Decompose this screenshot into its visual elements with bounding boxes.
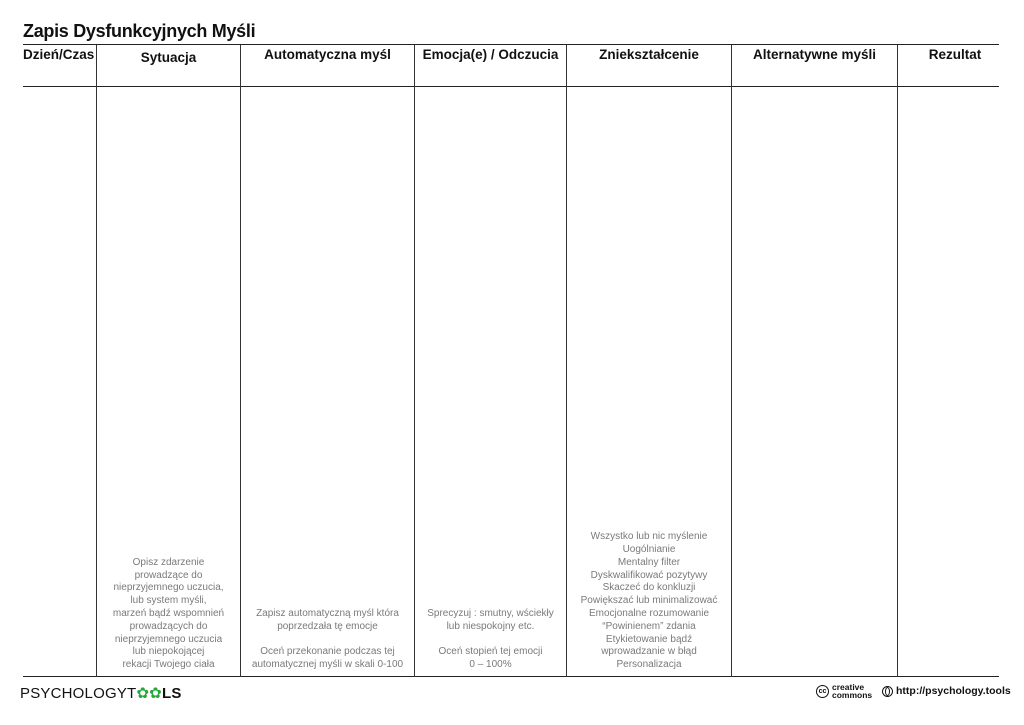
cc-line-2: commons bbox=[832, 690, 873, 700]
cell-situation[interactable] bbox=[97, 87, 240, 537]
page-title: Zapis Dysfunkcyjnych Myśli bbox=[23, 21, 256, 41]
cell-emotions[interactable] bbox=[415, 87, 566, 587]
cell-automatic-thought[interactable] bbox=[241, 87, 414, 587]
cell-result[interactable] bbox=[898, 87, 999, 676]
website-link[interactable] bbox=[882, 685, 1011, 697]
header-situation: Sytuacja bbox=[140, 50, 197, 65]
header-alternative-thoughts: Alternatywne myśli bbox=[752, 47, 877, 62]
psychology-tools-logo bbox=[20, 684, 182, 702]
brand-left: PSYCHOLOGYT bbox=[20, 685, 137, 702]
cc-icon: cc bbox=[816, 685, 829, 698]
top-rule bbox=[23, 44, 999, 45]
header-day-time: Dzień/Czas bbox=[23, 47, 95, 62]
cell-alternative-thoughts[interactable] bbox=[732, 87, 897, 676]
hint-distortion: Wszystko lub nic myślenie Uogólnianie Mentalny filter Dyskwalifikować pozytywy Skaczeć do konkluzji Powiększać lub minimalizować Emocjonalne rozumowanie “Powinienem” zdania Etykietowanie bądź wprowadzanie w błąd Personalizacja bbox=[580, 531, 718, 671]
website-url[interactable]: http://psychology.tools bbox=[896, 685, 1011, 697]
cell-day-time[interactable] bbox=[23, 87, 96, 676]
hint-emotions: Sprecyzuj : smutny, wściekły lub niespokojny etc. Oceń stopień tej emocji 0 – 100% bbox=[427, 608, 554, 671]
brand-right: LS bbox=[161, 685, 182, 702]
header-automatic-thought: Automatyczna myśl bbox=[264, 47, 391, 62]
cc-line-1: creative bbox=[832, 682, 865, 692]
header-distortion: Zniekształcenie bbox=[599, 47, 699, 62]
bottom-rule bbox=[23, 676, 999, 677]
header-result: Rezultat bbox=[928, 47, 982, 62]
cell-distortion[interactable] bbox=[567, 87, 731, 527]
hint-situation: Opisz zdarzenie prowadzące do nieprzyjemnego uczucia, lub system myśli, marzeń bądź wspomnień prowadzących do nieprzyjemnego uczucia lub niepokojącej rekacji Twojego ciała bbox=[112, 556, 225, 671]
hint-automatic-thought: Zapisz automatyczną myśl która poprzedzała tę emocje Oceń przekonanie podczas tej automatycznej myśli w skali 0-100 bbox=[251, 608, 404, 671]
creative-commons-badge bbox=[816, 683, 872, 699]
header-emotions: Emocja(e) / Odczucia bbox=[422, 47, 559, 62]
gear-icon: ✿✿ bbox=[136, 685, 162, 702]
globe-icon bbox=[882, 686, 893, 697]
